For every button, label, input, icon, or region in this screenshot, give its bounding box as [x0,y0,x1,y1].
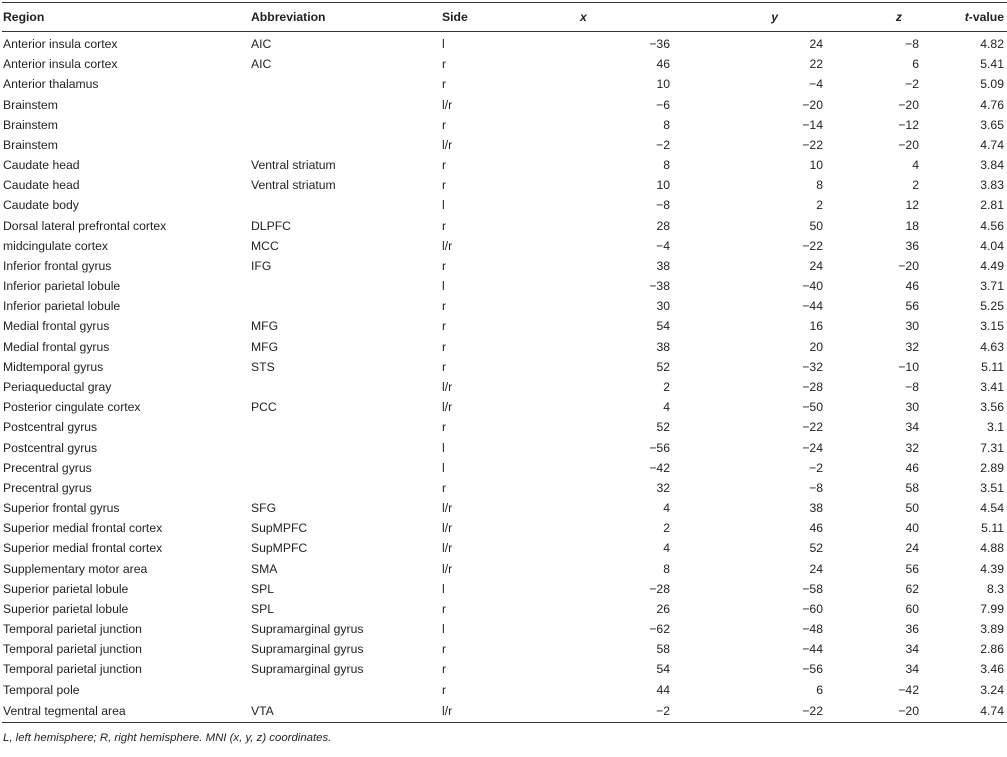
cell-region: Inferior parietal lobule [3,299,121,314]
cell-x: 10 [656,178,670,193]
cell-z: 62 [905,581,919,596]
table-footnote: L, left hemisphere; R, right hemisphere. MNI (x, y, z) coordinates. [3,731,332,744]
cell-z: 56 [905,561,919,576]
table-row [2,54,1007,74]
table-row [2,155,1007,175]
cell-side: l/r [442,380,453,394]
cell-y: −20 [802,97,823,112]
cell-y: −44 [802,299,823,314]
table-row [2,498,1007,518]
cell-side: l [442,440,445,455]
cell-t-value: 5.25 [980,299,1004,314]
cell-z: 58 [905,480,919,495]
cell-region: Brainstem [3,117,58,132]
cell-region: Superior parietal lobule [3,601,129,616]
cell-region: Superior medial frontal cortex [3,521,163,536]
cell-z: 24 [905,541,919,556]
cell-x: 28 [656,218,670,233]
cell-x: −2 [524,700,670,723]
cell-side: l/r [442,700,524,723]
cell-x: −6 [656,97,670,112]
cell-z: 32 [905,440,919,455]
cell-abbreviation: Supramarginal gyrus [251,662,364,677]
header-row [2,3,1007,32]
cell-region: midcingulate cortex [3,238,108,253]
cell-side: r [442,319,447,334]
cell-z: 30 [905,319,919,334]
cell-abbreviation [251,95,442,115]
cell-abbreviation: MFG [251,319,279,334]
cell-z: −20 [898,97,919,112]
cell-abbreviation [251,478,442,498]
cell-region: Anterior insula cortex [3,57,118,72]
header-side: Side [442,3,524,32]
cell-z: −10 [898,359,919,374]
cell-abbreviation: Ventral striatum [251,158,336,173]
cell-abbreviation [251,296,442,316]
table-row [2,316,1007,336]
cell-abbreviation [251,437,442,457]
cell-z: 40 [905,521,919,536]
cell-x: 52 [656,359,670,374]
cell-region: Caudate head [3,158,80,173]
cell-region: Brainstem [3,97,58,112]
cell-region: Periaqueductal gray [3,380,112,394]
cell-side: l/r [442,97,453,112]
cell-y: −60 [802,601,823,616]
cell-abbreviation: SupMPFC [251,541,308,556]
cell-abbreviation [251,135,442,155]
cell-side: r [442,601,447,616]
cell-region: Temporal pole [3,682,80,697]
table-row [2,700,1007,723]
cell-abbreviation: IFG [251,258,272,273]
table-row [2,135,1007,155]
cell-x: −28 [649,581,670,596]
cell-t-value: 4.39 [980,561,1004,576]
cell-y: 50 [809,218,823,233]
cell-y: −50 [802,400,823,415]
table-row [2,236,1007,256]
table-row [2,95,1007,115]
table-row [2,639,1007,659]
cell-side: l [442,581,445,596]
cell-x: −36 [649,37,670,52]
cell-region: Supplementary motor area [3,561,148,576]
cell-y: 6 [816,682,823,697]
table-row [2,337,1007,357]
cell-z: −20 [823,700,919,723]
cell-t-value: 4.49 [980,258,1004,273]
cell-x: 2 [663,521,670,536]
cell-y: 8 [816,178,823,193]
table-row [2,216,1007,236]
cell-z: −12 [898,117,919,132]
cell-y: −24 [802,440,823,455]
table-row [2,458,1007,478]
table-row [2,417,1007,437]
table-row [2,659,1007,679]
cell-t-value: 4.88 [980,541,1004,556]
cell-abbreviation [251,115,442,135]
cell-y: 22 [809,57,823,72]
cell-z: −8 [905,380,919,394]
cell-t-value: 4.54 [980,501,1004,516]
cell-y: 20 [809,339,823,354]
cell-abbreviation: MFG [251,339,279,354]
cell-z: 34 [905,420,919,435]
cell-region: Inferior parietal lobule [3,279,121,294]
cell-t-value: 4.74 [980,137,1004,152]
cell-y: 38 [809,501,823,516]
cell-z: −2 [905,77,919,92]
cell-abbreviation [251,74,442,94]
cell-side: r [442,682,447,697]
cell-t-value: 4.63 [980,339,1004,354]
cell-abbreviation [251,276,442,296]
cell-z: 34 [905,642,919,657]
cell-t-value: 2.81 [980,198,1004,213]
table-row [2,599,1007,619]
cell-region: Superior medial frontal cortex [3,541,163,556]
cell-z: 50 [905,501,919,516]
cell-z: 46 [905,460,919,475]
table-row [2,478,1007,498]
cell-y: −44 [802,642,823,657]
cell-x: 8 [663,158,670,173]
cell-z: 4 [912,158,919,173]
table-row [2,558,1007,578]
header-region: Region [2,3,251,32]
header-z: z [823,3,919,32]
cell-z: −42 [898,682,919,697]
cell-side: r [442,57,447,72]
header-y: y [670,3,823,32]
cell-abbreviation [251,377,442,397]
cell-side: l/r [442,238,453,253]
table-row [2,357,1007,377]
cell-y: −48 [802,622,823,637]
cell-t-value: 5.41 [980,57,1004,72]
cell-side: r [442,117,447,132]
cell-y: −22 [670,700,823,723]
table-row [2,296,1007,316]
cell-abbreviation: STS [251,359,275,374]
cell-region: Dorsal lateral prefrontal cortex [3,218,167,233]
cell-region: Posterior cingulate cortex [3,400,141,415]
cell-side: l/r [442,521,453,536]
table-row [2,276,1007,296]
cell-y: −32 [802,359,823,374]
cell-z: 34 [905,662,919,677]
cell-region: Inferior frontal gyrus [3,258,112,273]
cell-z: −20 [898,137,919,152]
cell-y: 16 [809,319,823,334]
cell-region: Superior parietal lobule [3,581,129,596]
cell-x: 26 [656,601,670,616]
cell-t-value: 7.31 [980,440,1004,455]
cell-side: l/r [442,541,453,556]
cell-z: 12 [905,198,919,213]
results-table [2,2,1007,723]
cell-t-value: 4.82 [980,37,1004,52]
cell-y: 52 [809,541,823,556]
cell-x: −42 [649,460,670,475]
header-t-rest: -value [968,10,1004,24]
cell-x: −62 [649,622,670,637]
cell-z: 36 [905,622,919,637]
cell-region: Precentral gyrus [3,480,92,495]
table-row [2,74,1007,94]
cell-t-value: 3.65 [980,117,1004,132]
cell-x: 10 [656,77,670,92]
cell-region: Temporal parietal junction [3,662,142,677]
cell-x: −56 [649,440,670,455]
cell-side: r [442,158,447,173]
cell-z: −20 [898,258,919,273]
cell-x: 44 [656,682,670,697]
cell-z: 32 [905,339,919,354]
cell-side: r [442,299,447,314]
cell-t-value: 3.84 [980,158,1004,173]
table-body [2,32,1007,723]
cell-y: −28 [802,380,823,394]
cell-x: 38 [656,339,670,354]
cell-abbreviation: SupMPFC [251,521,308,536]
table-row [2,195,1007,215]
table-row [2,680,1007,700]
cell-side: l/r [442,137,453,152]
table-row [2,579,1007,599]
cell-side: l [442,198,445,213]
cell-y: −40 [802,279,823,294]
cell-t-value: 3.24 [980,682,1004,697]
cell-side: r [442,258,447,273]
cell-x: 2 [663,380,670,394]
cell-side: r [442,662,447,677]
document [0,2,1004,757]
cell-z: 18 [905,218,919,233]
cell-z: 56 [905,299,919,314]
cell-x: 54 [656,319,670,334]
cell-x: 32 [656,480,670,495]
table-row [2,518,1007,538]
cell-t-value: 5.11 [981,359,1004,374]
cell-region: Postcentral gyrus [3,420,98,435]
cell-abbreviation: SPL [251,581,275,596]
cell-region: Midtemporal gyrus [3,359,104,374]
cell-x: 58 [656,642,670,657]
cell-t-value: 3.46 [980,662,1004,677]
table-row [2,115,1007,135]
table-row [2,256,1007,276]
cell-y: 46 [809,521,823,536]
cell-t-value: 3.15 [980,319,1004,334]
cell-y: 24 [809,37,823,52]
table-row [2,32,1007,55]
cell-abbreviation [251,458,442,478]
cell-region: Precentral gyrus [3,460,92,475]
cell-t-value: 3.41 [980,380,1004,394]
cell-x: −2 [656,137,670,152]
cell-x: 8 [663,561,670,576]
cell-t-value: 7.99 [980,601,1004,616]
cell-y: −2 [809,460,823,475]
cell-side: l [442,37,445,52]
cell-abbreviation: SPL [251,601,275,616]
cell-side: r [442,642,447,657]
cell-region: Anterior insula cortex [3,37,118,52]
cell-region: Ventral tegmental area [2,700,251,723]
cell-y: −22 [802,238,823,253]
cell-x: 4 [663,501,670,516]
cell-x: 30 [656,299,670,314]
table-row [2,377,1007,397]
cell-x: −8 [656,198,670,213]
cell-region: Postcentral gyrus [3,440,98,455]
cell-side: l/r [442,501,453,516]
cell-y: −22 [802,420,823,435]
cell-z: 36 [905,238,919,253]
cell-region: Superior frontal gyrus [3,501,120,516]
table-row [2,437,1007,457]
cell-side: l [442,622,445,637]
cell-z: 2 [912,178,919,193]
header-t-italic: t [964,10,969,24]
cell-abbreviation [251,680,442,700]
cell-region: Brainstem [3,137,58,152]
header-t-value [919,3,1007,32]
table-row [2,538,1007,558]
cell-abbreviation [251,195,442,215]
cell-region: Caudate head [3,178,80,193]
cell-side: r [442,359,447,374]
cell-x: 4 [663,400,670,415]
cell-t-value: 5.09 [980,77,1004,92]
cell-side: l/r [442,561,453,576]
cell-side: l/r [442,400,453,415]
table-row [2,175,1007,195]
cell-y: −56 [802,662,823,677]
cell-x: −4 [656,238,670,253]
cell-abbreviation: Supramarginal gyrus [251,622,364,637]
cell-t-value: 5.11 [981,521,1004,536]
cell-region: Medial frontal gyrus [3,339,110,354]
cell-abbreviation: SMA [251,561,278,576]
cell-x: −38 [649,279,670,294]
cell-region: Temporal parietal junction [3,642,142,657]
cell-t-value: 3.71 [980,279,1004,294]
cell-region: Caudate body [3,198,79,213]
table-header [2,3,1007,32]
cell-y: −58 [802,581,823,596]
cell-y: 10 [809,158,823,173]
header-abbreviation: Abbreviation [251,3,442,32]
cell-t-value: 2.89 [980,460,1004,475]
cell-abbreviation [251,417,442,437]
cell-side: r [442,218,447,233]
cell-y: 24 [809,561,823,576]
cell-t-value: 4.76 [980,97,1004,112]
cell-region: Temporal parietal junction [3,622,142,637]
cell-abbreviation: Supramarginal gyrus [251,642,364,657]
table-row [2,397,1007,417]
cell-abbreviation: DLPFC [251,218,291,233]
cell-z: −8 [905,37,919,52]
cell-x: 4 [663,541,670,556]
cell-y: −8 [809,480,823,495]
table-row [2,619,1007,639]
cell-side: r [442,77,447,92]
cell-abbreviation: SFG [251,501,277,516]
cell-y: 2 [816,198,823,213]
cell-t-value: 2.86 [980,642,1004,657]
cell-side: r [442,420,447,435]
cell-y: −22 [802,137,823,152]
cell-x: 46 [656,57,670,72]
cell-abbreviation: AIC [251,57,272,72]
cell-region: Medial frontal gyrus [3,319,110,334]
cell-t-value: 3.89 [980,622,1004,637]
cell-side: r [442,480,447,495]
cell-t-value: 4.74 [919,700,1007,723]
cell-z: 46 [905,279,919,294]
cell-side: l [442,279,445,294]
cell-side: l [442,460,445,475]
cell-abbreviation: AIC [251,37,272,52]
cell-t-value: 4.56 [980,218,1004,233]
cell-x: 38 [656,258,670,273]
cell-t-value: 3.1 [987,420,1004,435]
cell-abbreviation: PCC [251,400,277,415]
cell-y: −4 [809,77,823,92]
cell-z: 30 [905,400,919,415]
cell-x: 54 [656,662,670,677]
cell-y: −14 [802,117,823,132]
cell-z: 6 [912,57,919,72]
cell-abbreviation: MCC [251,238,279,253]
cell-region: Anterior thalamus [3,77,99,92]
cell-t-value: 4.04 [980,238,1004,253]
cell-t-value: 8.3 [987,581,1004,596]
header-x: x [524,3,670,32]
cell-z: 60 [905,601,919,616]
cell-abbreviation: Ventral striatum [251,178,336,193]
cell-t-value: 3.83 [980,178,1004,193]
cell-abbreviation: VTA [251,700,442,723]
cell-t-value: 3.56 [980,400,1004,415]
cell-x: 52 [656,420,670,435]
cell-t-value: 3.51 [980,480,1004,495]
cell-x: 8 [663,117,670,132]
cell-side: r [442,339,447,354]
cell-y: 24 [809,258,823,273]
cell-side: r [442,178,447,193]
